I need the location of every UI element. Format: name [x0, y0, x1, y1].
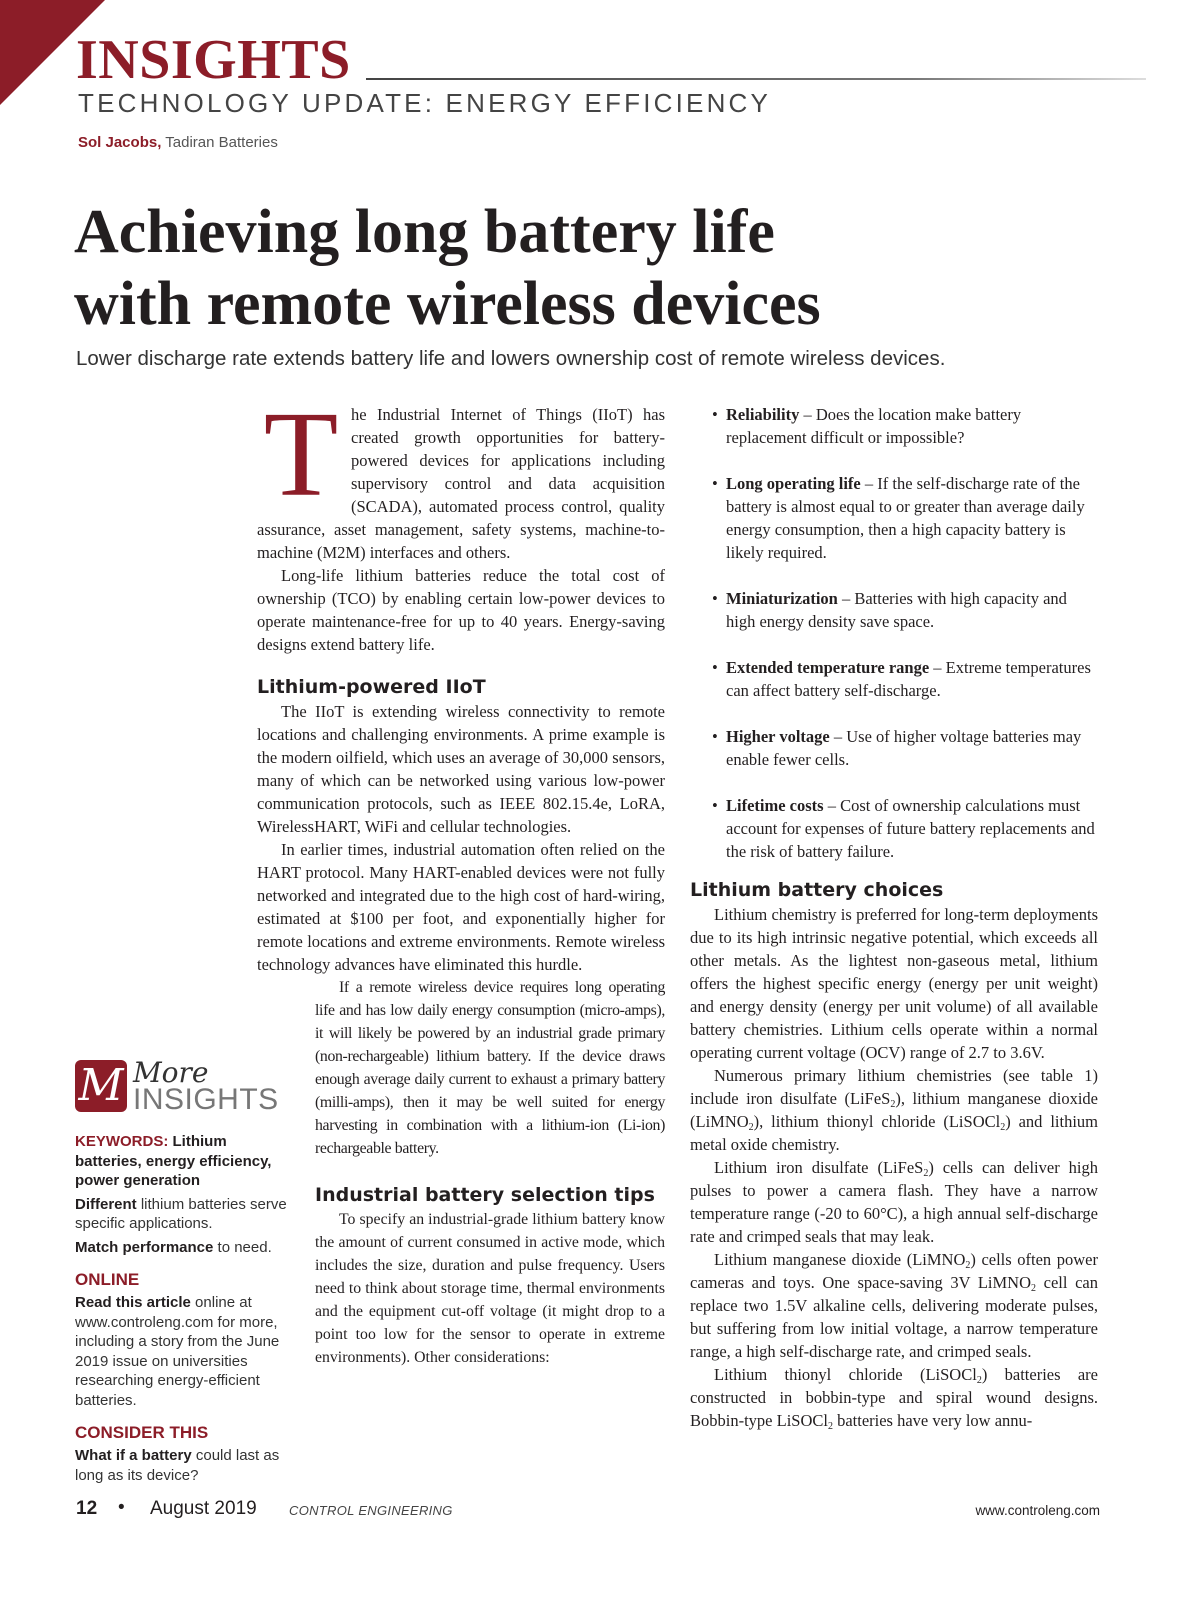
list-item: • Higher voltage – Use of higher voltage batteries may enable fewer cells. [712, 727, 1082, 769]
section-subtitle: TECHNOLOGY UPDATE: ENERGY EFFICIENCY [78, 88, 772, 118]
paragraph: Numerous primary lithium chemistries (see table 1) include iron disulfate (LiFeS$_2$), lithium manganese dioxide (LiMNO$_2$), lithium thionyl chloride (LiSOCl$_2$) and lithium metal oxide chemistry. [690, 1066, 1098, 1154]
author-name: Sol Jacobs, [78, 134, 162, 151]
list-item: • Long operating life – If the self-discharge rate of the battery is almost equal to or greater than average daily energy consumption, then a high capacity battery is likely required. [712, 474, 1085, 562]
consider-note: What if a battery could last as long as its device? [75, 1447, 280, 1484]
issue-date: August 2019 [150, 1498, 257, 1519]
more-insights-logo-icon: M [75, 1060, 127, 1112]
magazine-name: CONTROL ENGINEERING [289, 1503, 453, 1518]
keywords: KEYWORDS: Lithium batteries, energy efficiency, power generation [75, 1133, 272, 1189]
online-note: Read this article online at www.controleng.com for more, including a story from the June 2019 issue on universities researching energy-efficient batteries. [75, 1294, 280, 1409]
list-item: • Miniaturization – Batteries with high capacity and high energy density save space. [712, 589, 1067, 631]
paragraph: To specify an industrial-grade lithium battery know the amount of current consumed in active mode, which includes the size, duration and pulse frequency. Users need to think about storage time, thermal environments and the equipment cut-off voltage (it might drop to a point too low for the sensor to operate in extreme environments). Other considerations: [315, 1211, 665, 1366]
subhead-battery-choices: Lithium battery choices [690, 879, 944, 901]
sidebar-body [75, 1132, 297, 1489]
more-insights-insights: INSIGHTS [133, 1083, 279, 1116]
article-column-2 [690, 403, 1098, 1432]
footer-url: www.controleng.com [975, 1503, 1100, 1518]
paragraph: Lithium thionyl chloride (LiSOCl$_2$) batteries are constructed in bobbin-type and spiral wound designs. Bobbin-type LiSOCl$_2$ batteries have very low annu- [690, 1365, 1098, 1432]
narrow-block [315, 976, 665, 1369]
headline [74, 196, 1134, 340]
subhead-selection-tips: Industrial battery selection tips [315, 1184, 655, 1206]
paragraph: Lithium manganese dioxide (LiMNO$_2$) cells often power cameras and toys. One space-saving 3V LiMNO$_2$ cell can replace two 1.5V alkaline cells, delivering moderate pulses, but suffering from low initial voltage, a narrow temperature range, a high self-discharge rate, and crimped seals. [690, 1250, 1098, 1361]
list-item: • Lifetime costs – Cost of ownership calculations must account for expenses of future battery replacements and the risk of battery failure. [712, 796, 1095, 861]
intro-paragraph: The Industrial Internet of Things (IIoT) has created growth opportunities for battery-powered devices for applications including supervisory control and data acquisition (SCADA), automated process control, quality assurance, asset management, safety systems, machine-to-machine (M2M) interfaces and others. [257, 387, 665, 562]
paragraph: Lithium iron disulfate (LiFeS$_2$) cells can deliver high pulses to power a camera flash. They have a narrow temperature range (-20 to 60°C), a high annual self-discharge rate and crimped seals that may leak. [690, 1158, 1098, 1246]
section-title: INSIGHTS [76, 29, 351, 91]
consider-heading: CONSIDER THIS [75, 1423, 209, 1442]
footer-bullet: • [118, 1497, 125, 1518]
author-affiliation: Tadiran Batteries [165, 134, 278, 151]
keyword-note: Different lithium batteries serve specific applications. [75, 1195, 287, 1232]
drop-cap: T [263, 387, 339, 522]
byline [78, 133, 278, 153]
section-rule [366, 78, 1146, 80]
keyword-note: Match performance to need. [75, 1238, 272, 1256]
paragraph: Long-life lithium batteries reduce the total cost of ownership (TCO) by enabling certain low-power devices to operate maintenance-free for up to 40 years. Energy-saving designs extend battery life. [257, 566, 665, 654]
deck: Lower discharge rate extends battery life and lowers ownership cost of remote wireless devices. [76, 347, 946, 370]
online-heading: ONLINE [75, 1270, 140, 1289]
paragraph: If a remote wireless device requires long operating life and has low daily energy consumption (micro-amps), it will likely be powered by an industrial grade primary (non-rechargeable) lithium battery. If the device draws enough average daily current to exhaust a primary battery (milli-amps), then it may be well suited for energy harvesting in combination with a lithium-ion (Li-ion) rechargeable battery. [315, 979, 665, 1157]
paragraph: In earlier times, industrial automation often relied on the HART protocol. Many HART-enabled devices were not fully networked and integrated due to the high cost of hard-wiring, estimated at $100 per foot, and exponentially higher for remote locations and extreme environments. Remote wireless technology advances have eliminated this hurdle. [257, 840, 665, 974]
paragraph: Lithium chemistry is preferred for long-term deployments due to its high intrinsic negative potential, which exceeds all other metals. As the lightest non-gaseous metal, lithium offers the highest specific energy (energy per unit weight) and energy density (energy per unit volume) of all available battery chemistries. Lithium cells operate within a normal operating current voltage (OCV) range of 2.7 to 3.6V. [690, 905, 1098, 1062]
subhead-lithium-powered-iiot: Lithium-powered IIoT [257, 676, 486, 698]
page-footer [76, 1498, 1100, 1526]
article-column-1 [257, 387, 665, 1369]
more-insights-more: More [133, 1056, 209, 1089]
paragraph: The IIoT is extending wireless connectivity to remote locations and challenging environments. A prime example is the modern oilfield, which uses an average of 30,000 sensors, many of which can be networked using various low-power communication protocols, such as IEEE 802.15.4e, LoRA, WirelessHART, WiFi and cellular technologies. [257, 702, 665, 836]
page-number: 12 [76, 1498, 98, 1519]
list-item: • Extended temperature range – Extreme temperatures can affect battery self-discharge. [712, 658, 1091, 700]
headline-line-2: with remote wireless devices [74, 270, 821, 338]
headline-line-1: Achieving long battery life [74, 198, 775, 266]
list-item: • Reliability – Does the location make battery replacement difficult or impossible? [712, 405, 1022, 447]
